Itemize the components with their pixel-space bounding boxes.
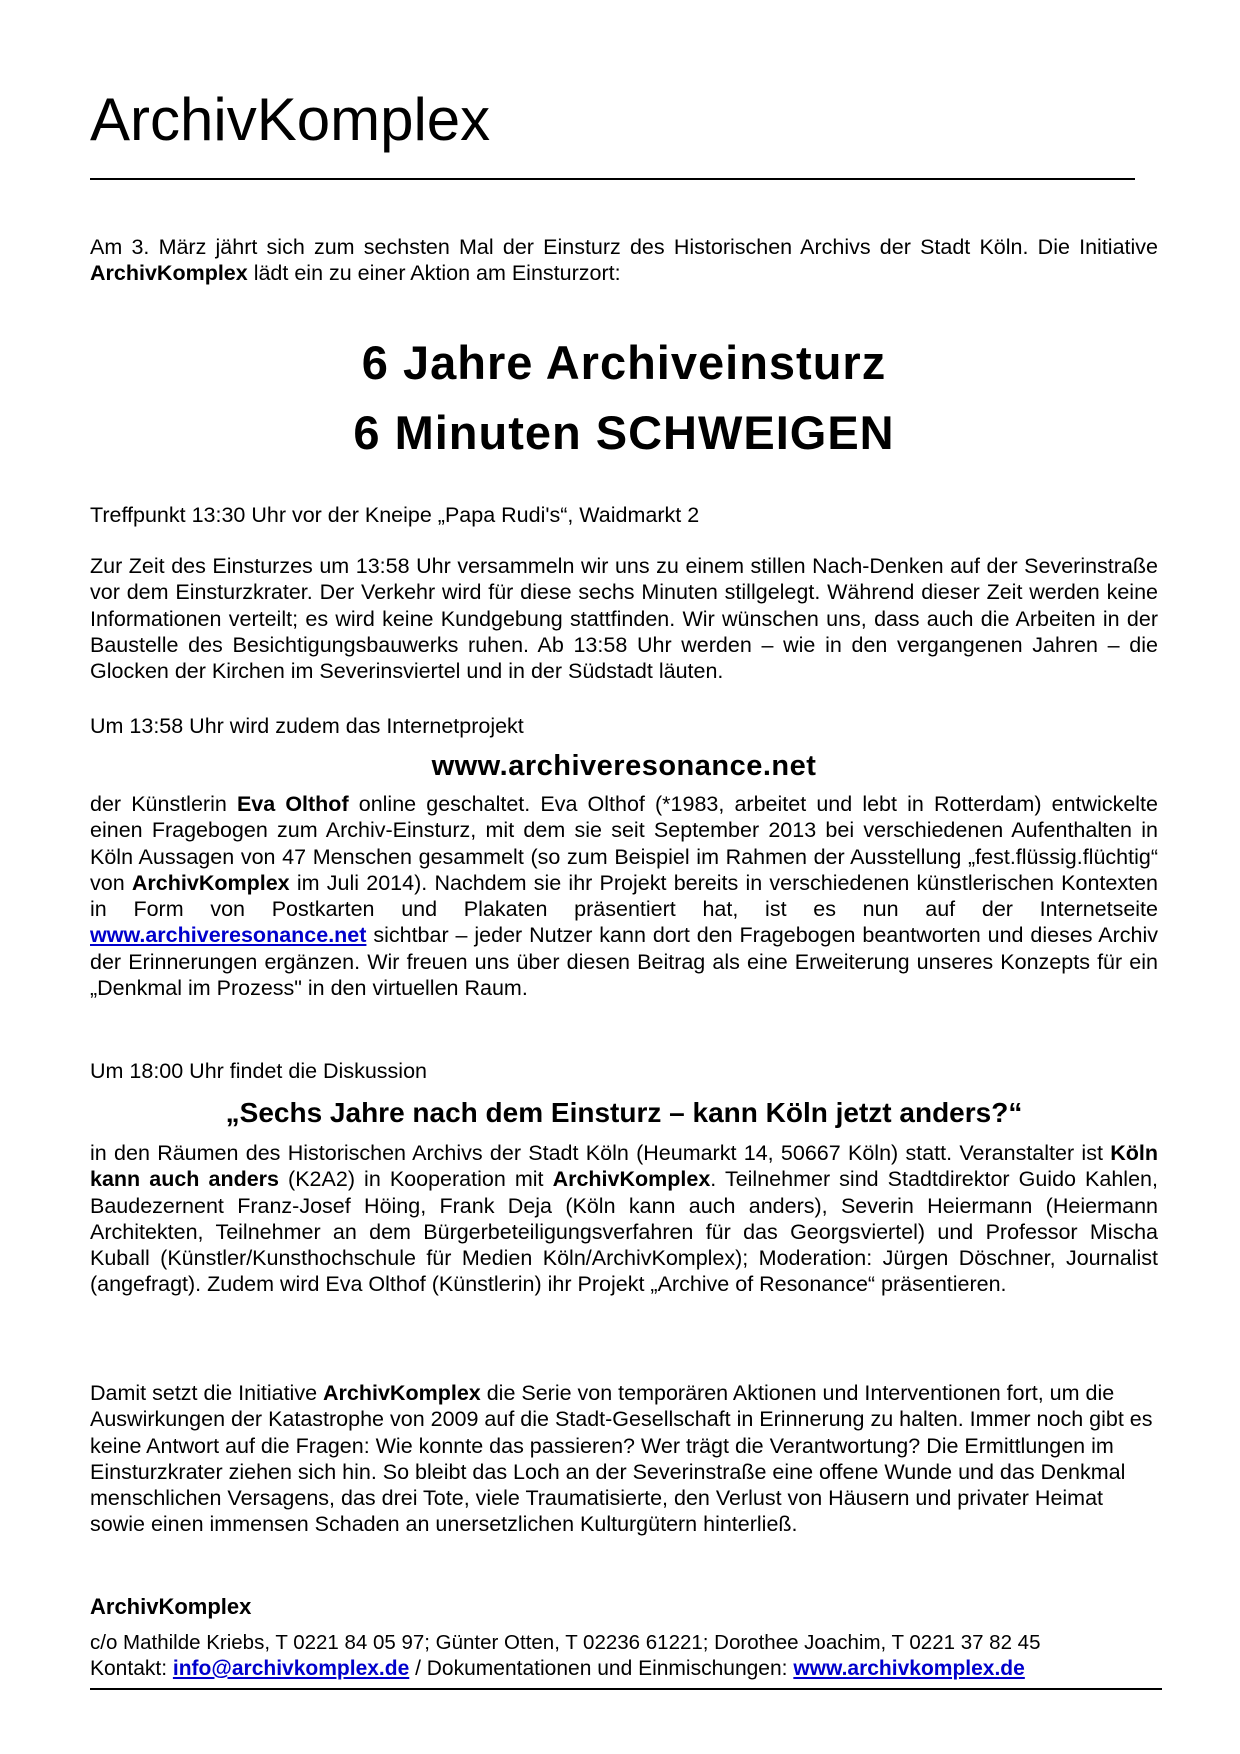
headline-line-2: 6 Minuten SCHWEIGEN <box>353 406 895 459</box>
k2a2-name: Köln kann auch anders <box>90 1141 1158 1192</box>
closing-text-1: Damit setzt die Initiative <box>90 1381 324 1405</box>
artist-name: Eva Olthof <box>236 792 349 816</box>
silence-paragraph: Zur Zeit des Einsturzes um 13:58 Uhr versammeln wir uns zu einem stillen Nach-Denken auf der Severinstraße vor dem Einsturzkrater. Der Verkehr wird für diese sechs Minuten stillgelegt. Während dieser Zeit werden keine Informationen verteilt; es wird keine Kundgebung stattfinden. Wir wünschen uns, dass auch die Arbeiten in der Baustelle des Besichtigungsbauwerks ruhen. Ab 13:58 Uhr werden – wie in den vergangenen Jahren – die Glocken der Kirchen im Severinsviertel und in der Südstadt läuten. <box>90 554 1158 684</box>
page-title: ArchivKomplex <box>90 86 491 153</box>
archiveresonance-link[interactable]: www.archiveresonance.net <box>90 923 367 948</box>
discussion-paragraph <box>90 1140 1158 1298</box>
discussion-title: „Sechs Jahre nach dem Einsturz – kann Köln jetzt anders?“ <box>225 1097 1023 1128</box>
internet-org-name: ArchivKomplex <box>131 870 290 895</box>
footer-org-name: ArchivKomplex <box>90 1594 252 1619</box>
discussion-lead: Um 18:00 Uhr findet die Diskussion <box>90 1059 427 1083</box>
intro-paragraph <box>90 234 1158 287</box>
intro-text-2: lädt ein zu einer Aktion am Einsturzort: <box>247 261 621 286</box>
discussion-text-1: in den Räumen des Historischen Archivs der Stadt Köln (Heumarkt 14, 50667 Köln) statt. Veranstalter ist <box>90 1141 1111 1165</box>
project-url-heading: www.archiveresonance.net <box>431 750 817 782</box>
intro-text-1: Am 3. März jährt sich zum sechsten Mal der Einsturz des Historischen Archivs der Stadt Köln. Die Initiative <box>90 235 1158 259</box>
docs-label: / Dokumentationen und Einmischungen: <box>409 1657 794 1680</box>
meeting-point: Treffpunkt 13:30 Uhr vor der Kneipe „Papa Rudi's“, Waidmarkt 2 <box>90 503 700 527</box>
footer-contact-line <box>90 1656 1025 1682</box>
internet-text-4: sichtbar – jeder Nutzer kann dort den Fragebogen beantworten und dieses Archiv der Erinnerungen ergänzen. Wir freuen uns über diesen Beitrag als eine Erweiterung unseres Konzepts für ein „Denkmal im Prozess" in den virtuellen Raum. <box>90 923 1158 1001</box>
contact-label: Kontakt: <box>90 1657 173 1680</box>
discussion-org-name: ArchivKomplex <box>552 1167 711 1192</box>
website-link[interactable]: www.archivkomplex.de <box>793 1657 1025 1680</box>
footer-divider <box>90 1688 1162 1690</box>
discussion-text-3: . Teilnehmer sind Stadtdirektor Guido Kahlen, Baudezernent Franz-Josef Höing, Frank Deja (Köln kann auch anders), Severin Heiermann (Heiermann Architekten, Teilnehmer an dem Bürgerbeteiligungsverfahren für das Georgsviertel) und Professor Mischa Kuball (Künstler/Kunsthochschule für Medien Köln/ArchivKomplex); Moderation: Jürgen Döschner, Journalist (angefragt). Zudem wird Eva Olthof (Künstlerin) ihr Projekt „Archive of Resonance“ präsentieren. <box>90 1167 1158 1297</box>
footer-contacts: c/o Mathilde Kriebs, T 0221 84 05 97; Günter Otten, T 02236 61221; Dorothee Joachim, T 0221 37 82 45 <box>90 1631 1041 1654</box>
email-link[interactable]: info@archivkomplex.de <box>172 1657 410 1680</box>
closing-text-2: die Serie von temporären Aktionen und Interventionen fort, um die Auswirkungen der Katastrophe von 2009 auf die Stadt-Gesellschaft in Erinnerung zu halten. Immer noch gibt es keine Antwort auf die Fragen: Wie konnte das passieren? Wer trägt die Verantwortung? Die Ermittlungen im Einsturzkrater ziehen sich hin. So bleibt das Loch an der Severinstraße eine offene Wunde und das Denkmal menschlichen Versagens, das drei Tote, viele Traumatisierte, den Verlust von Häusern und privater Heimat sowie einen immensen Schaden an unersetzlichen Kulturgütern hinterließ. <box>90 1381 1153 1537</box>
internet-text-3: im Juli 2014). Nachdem sie ihr Projekt bereits in verschiedenen künstlerischen Kontexten in Form von Postkarten und Plakaten präsentiert hat, ist es nun auf der Internetseite <box>90 870 1159 922</box>
headline-line-1: 6 Jahre Archiveinsturz <box>361 336 887 389</box>
internet-text-2: online geschaltet. Eva Olthof (*1983, arbeitet und lebt in Rotterdam) entwickelte einen Fragebogen zum Archiv-Einsturz, mit dem sie seit September 2013 bei verschiedenen Aufenthalten in Köln Aussagen von 47 Menschen gesammelt (so zum Beispiel im Rahmen der Ausstellung „fest.flüssig.flüchtig“ von <box>90 792 1158 895</box>
closing-paragraph <box>90 1380 1158 1538</box>
internet-paragraph <box>90 791 1158 1001</box>
discussion-text-2: (K2A2) in Kooperation mit <box>279 1167 553 1192</box>
header-divider <box>90 178 1135 180</box>
internet-lead: Um 13:58 Uhr wird zudem das Internetprojekt <box>90 714 524 738</box>
closing-org-name: ArchivKomplex <box>323 1381 481 1405</box>
internet-text-1: der Künstlerin <box>90 792 237 816</box>
intro-org-name: ArchivKomplex <box>90 261 248 286</box>
